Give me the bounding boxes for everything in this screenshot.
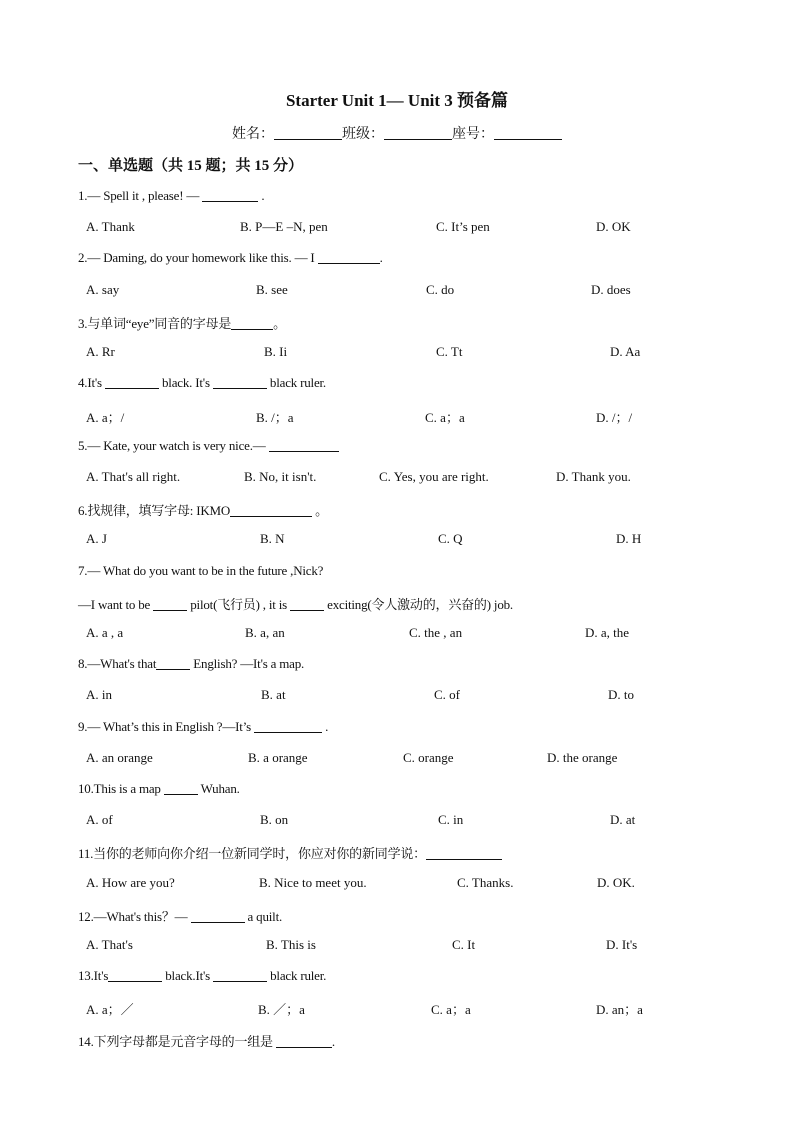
page-title: Starter Unit 1— Unit 3 预备篇	[285, 91, 509, 110]
question-1	[78, 188, 264, 204]
question-3	[78, 313, 286, 332]
option-d: D. does	[591, 282, 631, 297]
option-a: A. of	[86, 812, 113, 827]
answer-blank	[231, 317, 273, 330]
question-7	[78, 563, 323, 579]
option-c: C. the , an	[409, 625, 463, 640]
question-11	[78, 843, 502, 862]
option-b: B. at	[261, 687, 286, 702]
question-text: 8.—What's that	[78, 656, 157, 671]
question-12	[78, 906, 282, 925]
option-c: C. It’s pen	[436, 219, 490, 234]
answer-blank	[213, 969, 267, 982]
question-5	[78, 438, 339, 454]
class-label: 班级：	[342, 127, 384, 142]
answer-blank	[202, 189, 258, 202]
question-text: English? —It's a map.	[190, 656, 305, 671]
answer-blank	[426, 847, 502, 860]
option-c: C. Q	[438, 531, 463, 546]
question-text: black.It's	[162, 968, 214, 983]
option-c: C. a；a	[431, 1002, 471, 1017]
option-a: A. a；／	[86, 1002, 134, 1017]
option-a: A. a , a	[86, 625, 124, 640]
option-b: B. a, an	[245, 625, 285, 640]
answer-blank	[164, 782, 198, 795]
option-b: B. on	[260, 812, 289, 827]
question-text: 9.— What’s this in English ?—It’s	[78, 719, 255, 734]
option-a: A. say	[86, 282, 120, 297]
question-text: 5.— Kate, your watch is very nice.—	[78, 438, 269, 453]
option-b: B. No, it isn't.	[244, 469, 317, 484]
option-c: C. Tt	[436, 344, 463, 359]
option-d: D. the orange	[547, 750, 618, 765]
answer-blank	[105, 376, 159, 389]
question-text: Wuhan.	[197, 781, 240, 796]
question-text: .	[258, 188, 265, 203]
option-d: D. to	[608, 687, 634, 702]
option-a: A. Thank	[86, 219, 135, 234]
option-c: C. of	[434, 687, 460, 702]
question-text: 10.This is a map	[78, 781, 164, 796]
option-d: D. Aa	[610, 344, 641, 359]
option-a: A. Rr	[86, 344, 115, 359]
option-d: D. H	[616, 531, 642, 546]
question-8	[78, 656, 304, 672]
question-7-line-2	[78, 594, 513, 613]
option-b: B. Ii	[264, 344, 288, 359]
answer-blank	[290, 598, 324, 611]
question-text: 2.— Daming, do your homework like this. — I	[78, 250, 318, 265]
answer-blank	[213, 376, 267, 389]
option-c: C. Thanks.	[457, 875, 514, 890]
question-text: 11.当你的老师向你介绍一位新同学时，你应对你的新同学说：	[78, 846, 426, 861]
option-a: A. That's	[86, 937, 133, 952]
question-text: exciting(令人激动的，兴奋的) job.	[324, 597, 513, 612]
option-d: D. It's	[606, 937, 638, 952]
answer-blank	[156, 657, 190, 670]
option-a: A. a；/	[86, 410, 125, 425]
question-text: 4.It's	[78, 375, 105, 390]
question-10	[78, 781, 240, 797]
question-text: 14.下列字母都是元音字母的一组是	[78, 1034, 276, 1049]
name-label: 姓名：	[232, 127, 274, 142]
option-a: A. That's all right.	[86, 469, 181, 484]
seat-label: 座号：	[452, 127, 494, 142]
option-b: B. N	[260, 531, 285, 546]
student-info-row	[0, 123, 794, 143]
option-a: A. in	[86, 687, 112, 702]
question-text: black. It's	[158, 375, 213, 390]
question-text: 6.找规律，填写字母: IKMO	[78, 503, 231, 518]
question-text: 3.与单词“eye”同音的字母是	[78, 316, 232, 331]
section-heading: 一、单选题（共 15 题；共 15 分）	[78, 158, 304, 174]
question-text: black ruler.	[267, 968, 327, 983]
option-b: B. This is	[266, 937, 316, 952]
option-c: C. do	[426, 282, 455, 297]
question-text: 。	[273, 316, 286, 331]
question-text: 。	[312, 503, 328, 518]
option-d: D. OK	[596, 219, 631, 234]
answer-blank	[276, 1035, 332, 1048]
question-text: .	[322, 719, 329, 734]
answer-blank	[318, 251, 380, 264]
question-14	[78, 1031, 335, 1050]
option-b: B. /；a	[256, 410, 294, 425]
question-text: 7.— What do you want to be in the future ,Nick?	[78, 563, 324, 578]
question-6	[78, 500, 328, 519]
question-text: .	[379, 250, 383, 265]
question-text: 1.— Spell it , please! —	[78, 188, 203, 203]
question-text: 13.It's	[78, 968, 109, 983]
option-a: A. J	[86, 531, 107, 546]
question-9	[78, 719, 328, 735]
option-d: D. a, the	[585, 625, 630, 640]
option-c: C. in	[438, 812, 464, 827]
option-c: C. It	[452, 937, 476, 952]
answer-blank	[153, 598, 187, 611]
option-d: D. at	[610, 812, 636, 827]
option-d: D. an；a	[596, 1002, 643, 1017]
option-c: C. Yes, you are right.	[379, 469, 489, 484]
question-text: black ruler.	[266, 375, 326, 390]
option-d: D. Thank you.	[556, 469, 631, 484]
question-4	[78, 375, 326, 391]
option-d: D. /；/	[596, 410, 633, 425]
seat-blank	[494, 125, 562, 140]
option-d: D. OK.	[597, 875, 635, 890]
option-b: B. see	[256, 282, 288, 297]
name-blank	[274, 125, 342, 140]
option-b: B. Nice to meet you.	[259, 875, 367, 890]
answer-blank	[191, 910, 245, 923]
question-text: —I want to be	[78, 597, 154, 612]
question-2	[78, 250, 383, 266]
option-a: A. How are you?	[86, 875, 175, 890]
class-blank	[384, 125, 452, 140]
option-b: B. a orange	[248, 750, 308, 765]
answer-blank	[230, 504, 312, 517]
answer-blank	[254, 720, 322, 733]
question-text: a quilt.	[244, 909, 283, 924]
question-13	[78, 968, 326, 984]
answer-blank	[108, 969, 162, 982]
option-b: B. P—E –N, pen	[240, 219, 328, 234]
option-c: C. a；a	[425, 410, 465, 425]
question-text: 12.—What's this？—	[78, 909, 191, 924]
answer-blank	[269, 439, 339, 452]
option-c: C. orange	[403, 750, 454, 765]
option-a: A. an orange	[86, 750, 153, 765]
option-b: B. ／；a	[258, 1002, 305, 1017]
question-text: pilot(飞行员) , it is	[187, 597, 291, 612]
question-text: .	[331, 1034, 335, 1049]
